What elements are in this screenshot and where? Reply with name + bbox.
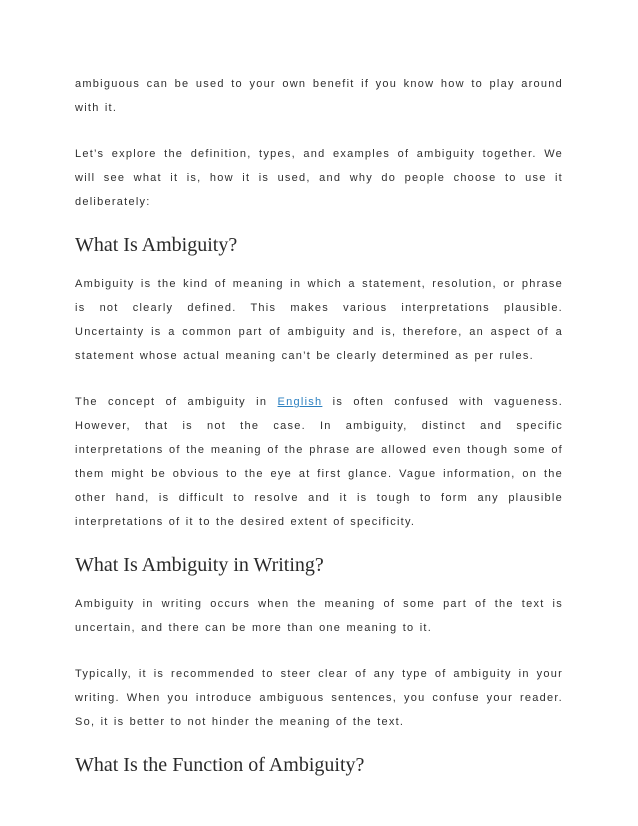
vagueness-paragraph-rest: is often confused with vagueness. However, that is not the case. In ambiguity, distinct and specific interpretations of the meaning of the phrase are allowed even though some of them might be obvious to the eye at first glance. Vague information, on the other hand, is difficult to resolve and it is tough to form any plausible interpretations of it to the desired extent of specificity. [75, 396, 563, 528]
section-heading-what-is-ambiguity: What Is Ambiguity? [75, 234, 238, 256]
section-heading-function-of-ambiguity: What Is the Function of Ambiguity? [75, 754, 365, 776]
section-heading-ambiguity-in-writing: What Is Ambiguity in Writing? [75, 554, 324, 576]
intro-paragraph: ambiguous can be used to your own benefit if you know how to play around with it. [75, 78, 563, 114]
writing-definition-paragraph: Ambiguity in writing occurs when the meaning of some part of the text is uncertain, and there can be more than one meaning to it. [75, 598, 563, 634]
english-link[interactable]: English [277, 396, 323, 408]
document-content [75, 72, 563, 778]
explore-paragraph: Let’s explore the definition, types, and examples of ambiguity together. We will see what it is, how it is used, and why do people choose to use it deliberately: [75, 148, 563, 208]
writing-advice-paragraph: Typically, it is recommended to steer clear of any type of ambiguity in your writing. When you introduce ambiguous sentences, you confuse your reader. So, it is better to not hinder the meaning of the text. [75, 668, 563, 728]
vagueness-paragraph [75, 390, 563, 534]
definition-paragraph: Ambiguity is the kind of meaning in which a statement, resolution, or phrase is not clearly defined. This makes various interpretations plausible. Uncertainty is a common part of ambiguity and is, therefore, an aspect of a statement whose actual meaning can’t be clearly determined as per rules. [75, 278, 563, 362]
vagueness-paragraph-start: The concept of ambiguity in [75, 396, 278, 408]
